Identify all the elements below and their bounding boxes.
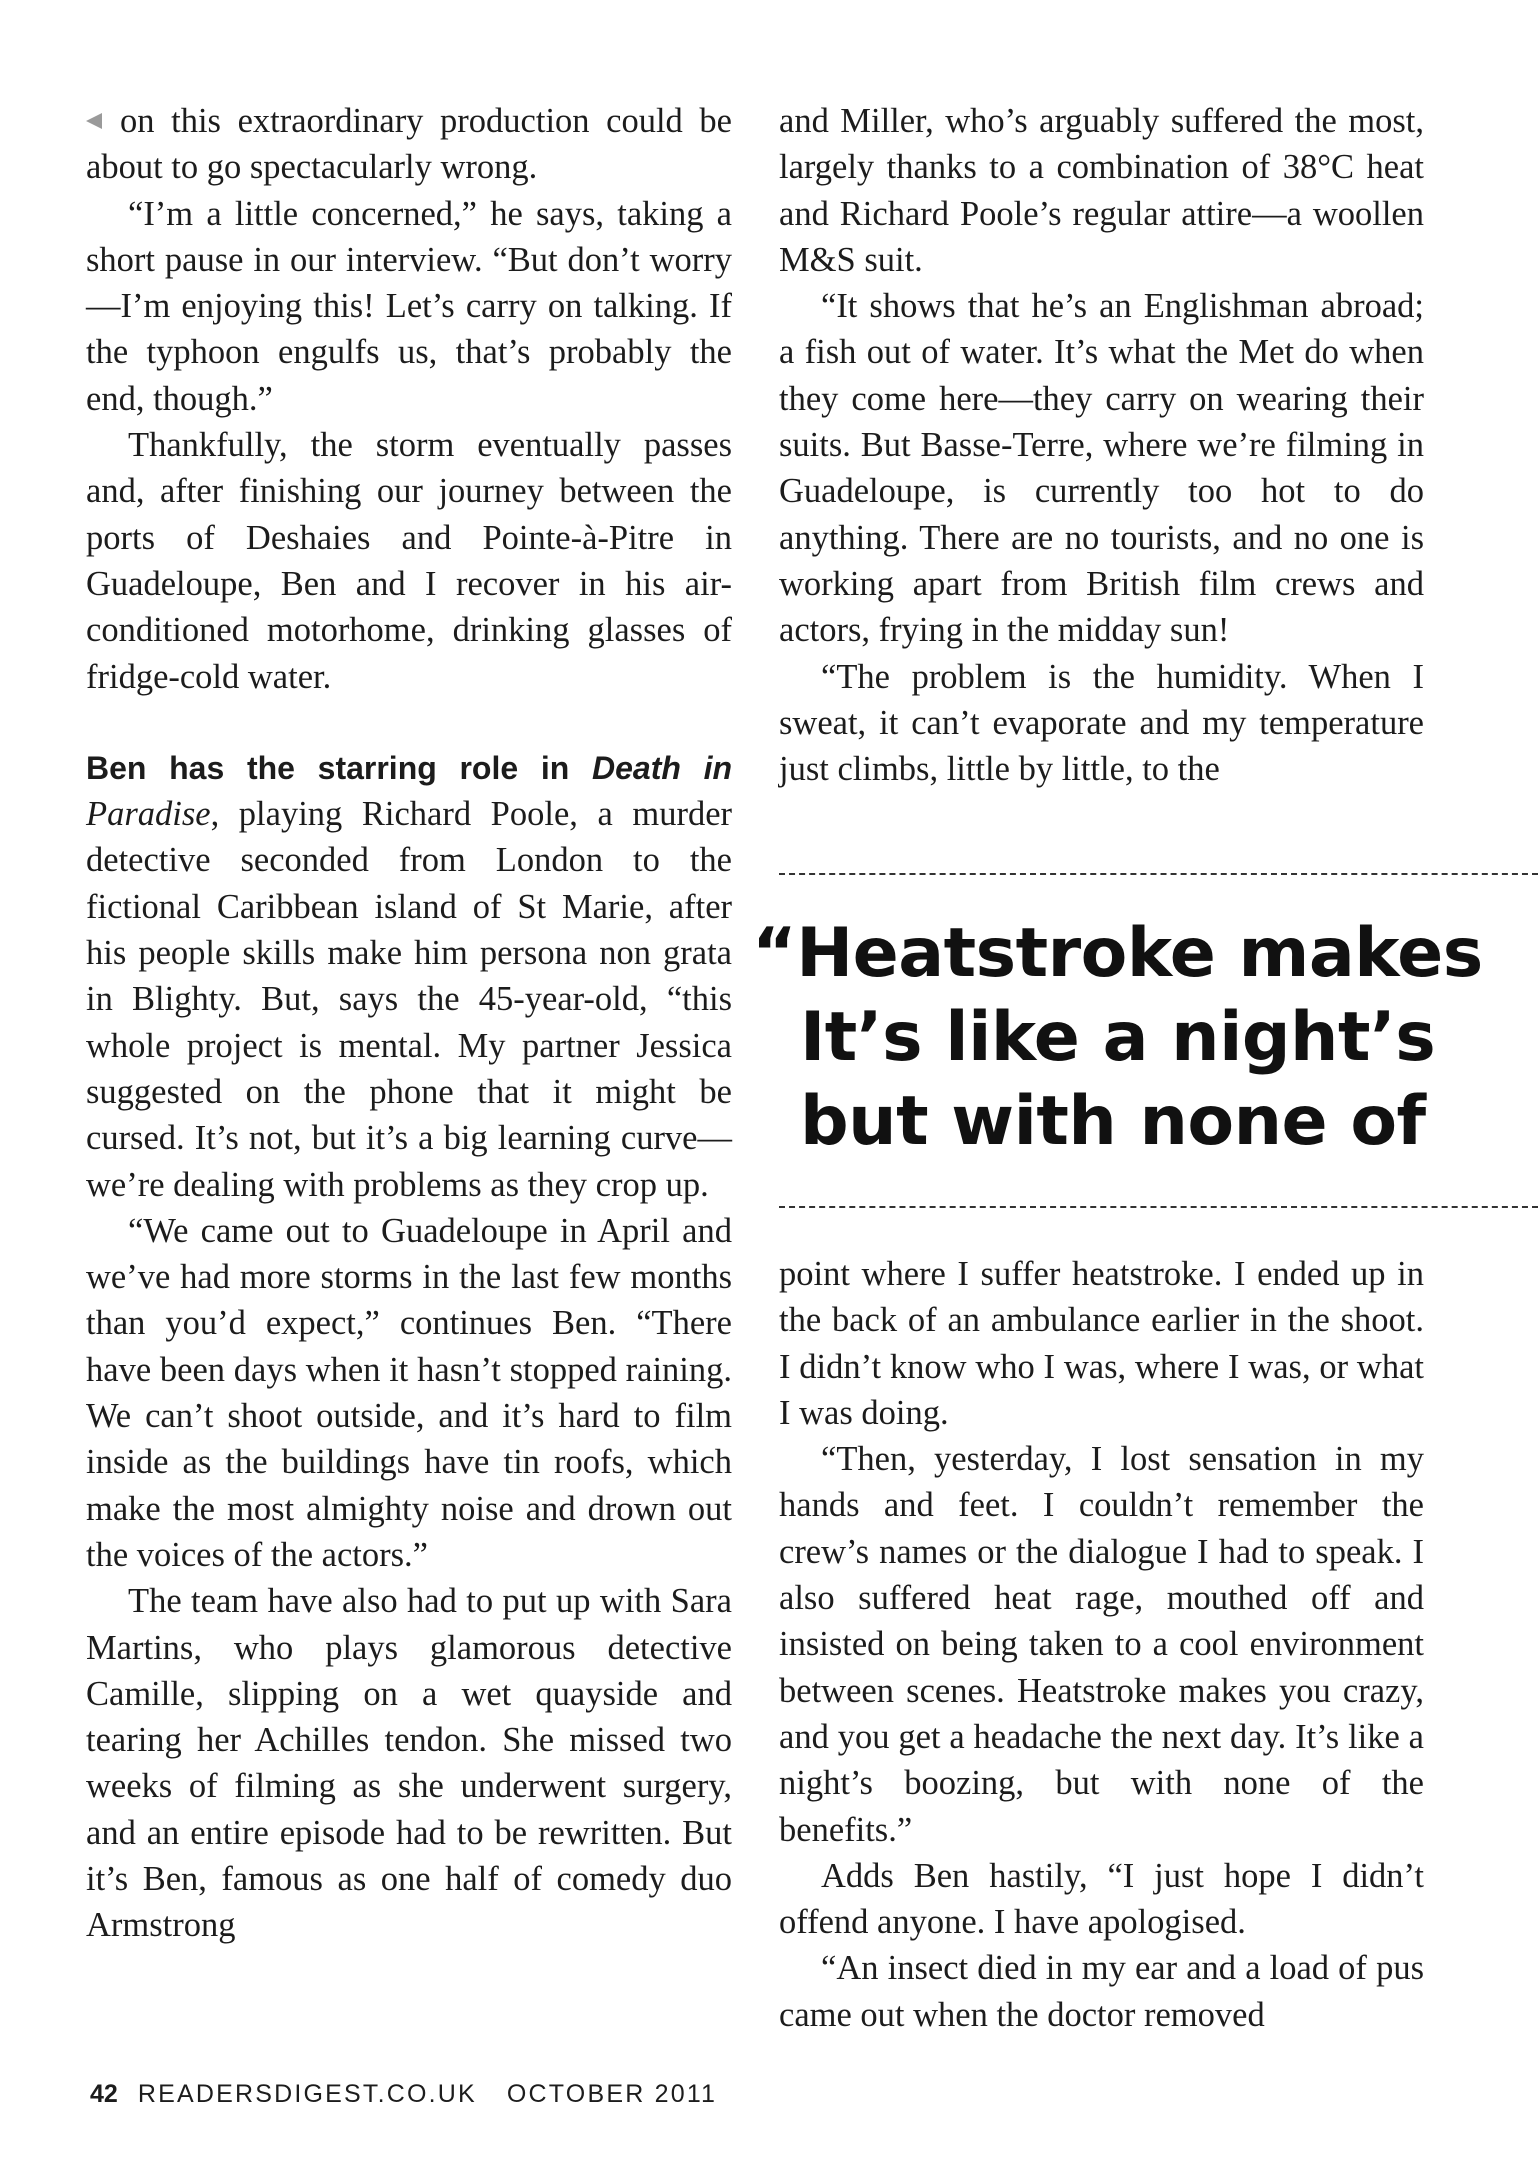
paragraph: Adds Ben hastily, “I just hope I didn’t offend anyone. I have apologised. — [779, 1856, 1424, 1942]
lead-in-text: Ben has the starring role in Death in — [86, 749, 733, 786]
paragraph: “The problem is the humidity. When I sweat, it can’t evaporate and my temperature just climbs, little by little, to the — [779, 657, 1424, 789]
show-title-continued: Paradise — [86, 795, 211, 834]
page-footer — [90, 2080, 717, 2109]
paragraph: “An insect died in my ear and a load of pus came out when the doctor removed — [779, 1949, 1424, 2034]
footer-date: OCTOBER 2011 — [506, 2080, 718, 2108]
paragraph: “Then, yesterday, I lost sensation in my hands and feet. I couldn’t remember the crew’s names or the dialogue I had to speak. I also suffered heat rage, mouthed off and insisted on being taken to a cool environment between scenes. Heatstroke makes you crazy, and you get a headache the next day. It’s like a night’s boozing, but with none of the benefits.” — [779, 1440, 1424, 1849]
right-column-top — [779, 98, 1424, 792]
paragraph: “We came out to Guadeloupe in April and we’ve had more storms in the last few months than you’d expect,” continues Ben. “There have been days when it hasn’t stopped raining. We can’t shoot outside, and it’s hard to film inside as the buildings have tin roofs, which make the most almighty noise and drown out the voices of the actors.” — [86, 1211, 732, 1574]
pull-quote-top-rule — [779, 873, 1538, 875]
paragraph: point where I suffer heatstroke. I ended up in the back of an ambulance earlier in the shoot. I didn’t know who I was, where I was, or what I was doing. — [779, 1255, 1424, 1432]
paragraph: “I’m a little concerned,” he says, taking a short pause in our interview. “But don’t worry—I’m enjoying this! Let’s carry on talking. If the typhoon engulfs us, that’s probably the end, though.” — [86, 194, 732, 418]
pull-quote-line: It’s like a night’s — [800, 998, 1436, 1077]
paragraph: “It shows that he’s an Englishman abroad; a fish out of water. It’s what the Met do when they come here—they carry on wearing their suits. But Basse-Terre, where we’re filming in Guadeloupe, is currently too hot to do anything. There are no tourists, and no one is working apart from British film crews and actors, frying in the midday sun! — [779, 287, 1424, 650]
paragraph: and Miller, who’s arguably suffered the most, largely thanks to a combination of 38°C heat and Richard Poole’s regular attire—a woollen M&S suit. — [779, 102, 1424, 279]
left-column — [86, 98, 732, 1949]
right-column-bottom — [779, 1251, 1424, 2038]
paragraph: The team have also had to put up with Sara Martins, who plays glamorous detective Camille, slipping on a wet quayside and tearing her Achilles tendon. She missed two weeks of filming as she underwent surgery, and an entire episode had to be rewritten. But it’s Ben, famous as one half of comedy duo Armstrong — [86, 1582, 732, 1945]
paragraph: Thankfully, the storm eventually passes and, after finishing our journey between the ports of Deshaies and Pointe-à-Pitre in Guadeloupe, Ben and I recover in his air-conditioned motorhome, drinking glasses of fridge-cold water. — [86, 426, 732, 696]
pull-quote-bottom-rule — [779, 1206, 1538, 1208]
section-lead-paragraph: Ben has the starring role in Death in Paradise, playing Richard Poole, a murder detective seconded from London to the fictional Caribbean island of St Marie, after his people skills make him persona non grata in Blighty. But, says the 45-year-old, “this whole project is mental. My partner Jessica suggested on the phone that it might be cursed. It’s not, but it’s a big learning curve—we’re dealing with problems as they crop up. — [86, 749, 733, 1204]
show-title: Death in — [591, 749, 733, 786]
pull-quote-line: but with none of — [800, 1082, 1426, 1161]
pull-quote — [752, 912, 1538, 1164]
page-number: 42 — [90, 2080, 118, 2108]
paragraph: on this extraordinary production could be about to go spectacularly wrong. — [86, 102, 732, 187]
continuation-arrow-icon — [86, 113, 102, 129]
footer-site: READERSDIGEST.CO.UK — [137, 2080, 477, 2108]
pull-quote-line: “Heatstroke makes — [752, 914, 1483, 993]
